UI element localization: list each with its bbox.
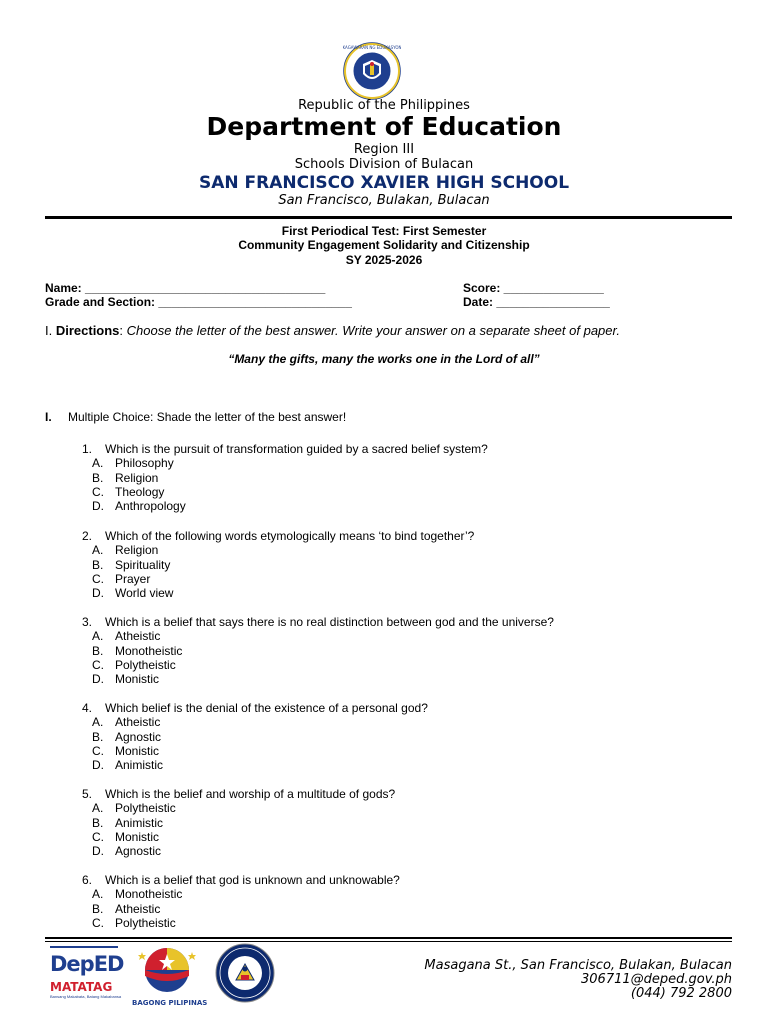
division-text: Schools Division of Bulacan — [294, 157, 474, 172]
svg-text:KAGAWARAN NG EDUKASYON: KAGAWARAN NG EDUKASYON — [343, 45, 401, 50]
deped-matatag-logo — [50, 946, 122, 1004]
footer-phone: (044) 792 2800 — [630, 986, 732, 1001]
footer-email[interactable]: 306711@deped.gov.ph — [581, 972, 732, 987]
option-letter: C. — [92, 829, 104, 844]
option-letter: A. — [92, 715, 104, 730]
option-letter: D. — [92, 586, 104, 601]
answer-option[interactable] — [0, 887, 768, 901]
option-letter: D. — [92, 499, 104, 514]
school-name: SAN FRANCISCO XAVIER HIGH SCHOOL — [198, 173, 570, 193]
option-text: Religion — [115, 543, 159, 558]
option-text: Anthropology — [115, 499, 186, 514]
option-text: World view — [115, 586, 174, 601]
question-number: 4. — [82, 701, 93, 715]
option-letter: B. — [92, 901, 104, 916]
matatag-wordmark: MATATAG — [50, 980, 113, 994]
question-text: Which belief is the denial of the existence of a personal god? — [105, 701, 428, 715]
option-letter: B. — [92, 815, 104, 830]
answer-option[interactable] — [0, 715, 768, 729]
answer-option[interactable] — [0, 758, 768, 772]
deped-seal-logo — [343, 42, 401, 100]
option-text: Religion — [115, 470, 159, 485]
option-letter: A. — [92, 629, 104, 644]
option-text: Polytheistic — [115, 915, 176, 930]
answer-option[interactable] — [0, 471, 768, 485]
answer-option[interactable] — [0, 572, 768, 586]
option-letter: D. — [92, 672, 104, 687]
answer-option[interactable] — [0, 816, 768, 830]
option-text: Philosophy — [115, 456, 174, 471]
answer-option[interactable] — [0, 672, 768, 686]
directions-text: Choose the letter of the best answer. Write your answer on a separate sheet of paper. — [126, 323, 620, 338]
option-letter: A. — [92, 456, 104, 471]
answer-option[interactable] — [0, 485, 768, 499]
test-subject: Community Engagement Solidarity and Citizenship — [238, 238, 530, 252]
matatag-tagline: Bansang Makabata, Batang Makabansa — [50, 994, 122, 999]
option-text: Monistic — [115, 829, 160, 844]
option-text: Spirituality — [115, 557, 171, 572]
answer-option[interactable] — [0, 902, 768, 916]
answer-option[interactable] — [0, 801, 768, 815]
option-text: Atheistic — [115, 715, 161, 730]
motto: “Many the gifts, many the works one in the Lord of all” — [228, 352, 540, 366]
directions-prefix: I. — [45, 323, 56, 338]
question-text: Which is the belief and worship of a multitude of gods? — [105, 787, 396, 801]
question-text: Which is the pursuit of transformation guided by a sacred belief system? — [105, 442, 488, 456]
question-number: 2. — [82, 529, 93, 543]
name-field[interactable]: Name: ____________________________________ — [45, 281, 326, 295]
republic-text: Republic of the Philippines — [298, 98, 470, 113]
option-text: Monistic — [115, 672, 160, 687]
answer-option[interactable] — [0, 586, 768, 600]
option-letter: D. — [92, 758, 104, 773]
answer-option[interactable] — [0, 499, 768, 513]
score-field[interactable]: Score: _______________ — [463, 281, 604, 295]
directions-colon: : — [119, 323, 127, 338]
date-field[interactable]: Date: _________________ — [463, 295, 610, 309]
option-letter: A. — [92, 887, 104, 902]
option-text: Agnostic — [115, 729, 162, 744]
department-title: Department of Education — [206, 112, 562, 141]
question-text: Which is a belief that says there is no real distinction between god and the universe? — [105, 615, 554, 629]
school-location: San Francisco, Bulakan, Bulacan — [278, 193, 490, 208]
logo-bar — [50, 946, 118, 948]
option-text: Atheistic — [115, 901, 161, 916]
question-number: 3. — [82, 615, 93, 629]
bagong-pilipinas-text: BAGONG PILIPINAS — [132, 999, 208, 1007]
school-seal-logo — [212, 942, 278, 1004]
option-letter: B. — [92, 729, 104, 744]
answer-option[interactable] — [0, 658, 768, 672]
option-letter: C. — [92, 571, 104, 586]
option-text: Animistic — [115, 758, 164, 773]
option-text: Theology — [115, 484, 165, 499]
grade-section-field[interactable]: Grade and Section: _____________________________ — [45, 295, 352, 309]
answer-option[interactable] — [0, 629, 768, 643]
option-text: Monotheistic — [115, 887, 183, 902]
answer-option[interactable] — [0, 730, 768, 744]
footer-address: Masagana St., San Francisco, Bulakan, Bulacan — [424, 958, 732, 973]
answer-option[interactable] — [0, 456, 768, 470]
option-text: Monistic — [115, 743, 160, 758]
directions-label: Directions — [55, 323, 120, 338]
option-letter: B. — [92, 643, 104, 658]
region-text: Region III — [353, 142, 415, 157]
option-text: Prayer — [115, 571, 151, 586]
option-text: Animistic — [115, 815, 164, 830]
option-letter: C. — [92, 915, 104, 930]
test-title: First Periodical Test: First Semester — [281, 224, 487, 238]
option-letter: C. — [92, 657, 104, 672]
option-letter: A. — [92, 801, 104, 816]
answer-option[interactable] — [0, 844, 768, 858]
bagong-pilipinas-logo — [132, 942, 208, 1007]
option-letter: C. — [92, 743, 104, 758]
answer-option[interactable] — [0, 558, 768, 572]
header-divider — [45, 216, 732, 219]
answer-option[interactable] — [0, 543, 768, 557]
bagong-pilipinas-emblem — [132, 942, 202, 994]
option-text: Polytheistic — [115, 801, 176, 816]
option-letter: B. — [92, 557, 104, 572]
school-year: SY 2025-2026 — [345, 253, 423, 267]
option-letter: C. — [92, 484, 104, 499]
option-text: Agnostic — [115, 844, 162, 859]
question-number: 6. — [82, 873, 93, 887]
option-letter: D. — [92, 844, 104, 859]
option-text: Atheistic — [115, 629, 161, 644]
option-letter: B. — [92, 470, 104, 485]
question-number: 1. — [82, 442, 93, 456]
question-text: Which is a belief that god is unknown and unknowable? — [105, 873, 400, 887]
question-number: 5. — [82, 787, 93, 801]
answer-option[interactable] — [0, 916, 768, 930]
answer-option[interactable] — [0, 830, 768, 844]
option-text: Monotheistic — [115, 643, 183, 658]
directions — [45, 323, 620, 338]
answer-option[interactable] — [0, 644, 768, 658]
section-title: Multiple Choice: Shade the letter of the best answer! — [68, 410, 347, 424]
deped-wordmark: DepED — [50, 952, 124, 976]
option-text: Polytheistic — [115, 657, 176, 672]
option-letter: A. — [92, 543, 104, 558]
answer-option[interactable] — [0, 744, 768, 758]
section-numeral: I. — [45, 410, 52, 424]
footer-divider — [45, 937, 732, 939]
question-text: Which of the following words etymologically means ‘to bind together’? — [105, 529, 475, 543]
